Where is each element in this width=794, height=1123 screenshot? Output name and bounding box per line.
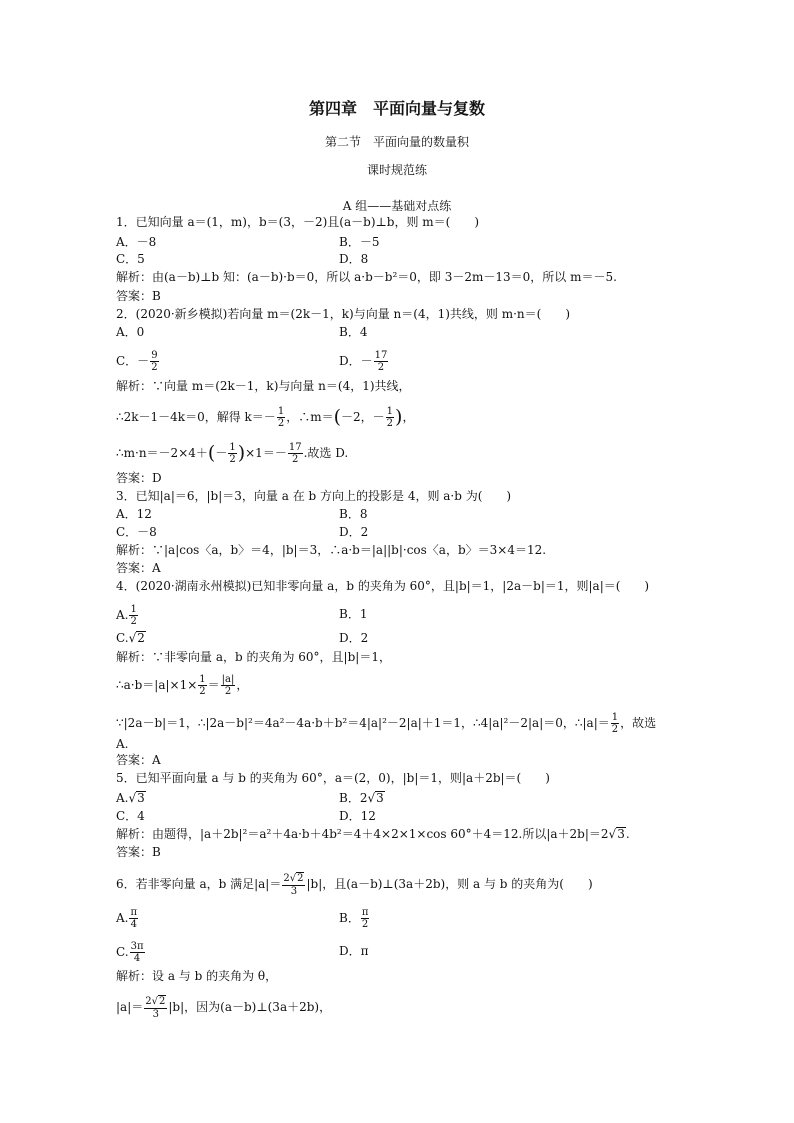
q6-option-b-denominator: 2 bbox=[361, 919, 369, 930]
q4-option-a-numerator: 1 bbox=[130, 604, 137, 615]
q2-option-d-fraction bbox=[374, 350, 389, 373]
q6-stem-numerator bbox=[282, 872, 305, 886]
q3-analysis: 解析：∵|a|cos〈a，b〉＝4，|b|＝3，∴a·b＝|a||b|·cos〈a，b〉＝3×4＝12. bbox=[116, 543, 547, 557]
q1-option-c: C．5 bbox=[116, 252, 145, 266]
q4-a2-denominator2: 2 bbox=[224, 686, 232, 697]
q2-a2-left-paren: ( bbox=[333, 406, 341, 428]
q4-option-c-prefix: C. bbox=[116, 631, 129, 645]
q2-option-d bbox=[339, 350, 389, 373]
q3-answer: 答案：A bbox=[116, 561, 161, 575]
q2-a2-end: ， bbox=[402, 410, 415, 424]
q6-option-d: D．π bbox=[339, 944, 369, 958]
q4-a2-numerator: 1 bbox=[199, 674, 206, 685]
q6-option-b-prefix: B． bbox=[339, 911, 360, 925]
q2-a3-left-paren: ( bbox=[207, 442, 216, 464]
q2-option-d-prefix: D．－ bbox=[339, 354, 373, 368]
chapter-title: 第四章 平面向量与复数 bbox=[308, 99, 485, 118]
q4-analysis-line2 bbox=[116, 674, 248, 697]
q6-stem-text: 6．若非零向量 a，b 满足|a|＝ bbox=[116, 877, 282, 891]
q4-a2-denominator: 2 bbox=[199, 686, 206, 697]
q2-a3-minus: － bbox=[215, 446, 228, 460]
q4-option-a-fraction bbox=[129, 604, 137, 627]
q6-a2-fraction bbox=[144, 995, 167, 1020]
q4-option-a-prefix: A. bbox=[116, 608, 129, 622]
q4-analysis-line4: A. bbox=[116, 737, 129, 751]
group-title: A 组——基础对点练 bbox=[342, 199, 452, 213]
sqrt-sign: √ bbox=[128, 631, 137, 645]
q2-a3-post: ×1＝－ bbox=[245, 446, 287, 460]
q1-option-a: A．－8 bbox=[116, 235, 157, 249]
q4-a2-numerator2: |a| bbox=[221, 674, 235, 685]
q6-option-b-fraction bbox=[361, 907, 370, 930]
q2-a2-fraction bbox=[277, 406, 285, 429]
q1-analysis: 解析：由(a－b)⊥b 知：(a－b)·b＝0，所以 a·b－b²＝0，即 3－2m－13＝0，所以 m＝－5. bbox=[116, 270, 617, 284]
q2-a3-result-fraction bbox=[288, 442, 303, 465]
q4-a2-end: ， bbox=[236, 678, 249, 692]
q4-answer: 答案：A bbox=[116, 753, 161, 767]
q4-option-b: B．1 bbox=[339, 607, 368, 621]
q4-option-d: D．2 bbox=[339, 631, 369, 645]
q3-option-c: C．－8 bbox=[116, 525, 157, 539]
q2-option-c-prefix: C．－ bbox=[116, 354, 150, 368]
sqrt-sign: √ bbox=[128, 791, 137, 805]
q5-stem: 5．已知平面向量 a 与 b 的夹角为 60°，a＝(2，0)，|b|＝1，则|a＋2b|＝( ) bbox=[116, 771, 550, 785]
q5-analysis bbox=[116, 827, 630, 842]
q4-option-a-denominator: 2 bbox=[130, 616, 137, 627]
q5-analysis-end: . bbox=[625, 827, 630, 841]
q2-analysis-line1: 解析：∵向量 m＝(2k－1，k)与向量 n＝(4，1)共线， bbox=[116, 379, 411, 393]
q2-option-c bbox=[116, 350, 160, 373]
q2-a3-denominator: 2 bbox=[229, 454, 236, 465]
sqrt-sign: √ bbox=[289, 873, 297, 884]
q2-a3-result-denominator: 2 bbox=[292, 454, 299, 465]
q2-option-c-denominator: 2 bbox=[151, 362, 158, 373]
q2-stem: 2．(2020·新乡模拟)若向量 m＝(2k－1，k)与向量 n＝(4，1)共线，则 m·n＝( ) bbox=[116, 307, 570, 321]
q4-analysis-line3 bbox=[116, 712, 656, 735]
q6-stem-fraction bbox=[282, 872, 305, 897]
q4-a3-end: ，故选 bbox=[620, 716, 657, 730]
q6-stem-numerator-radicand: 2 bbox=[297, 873, 304, 884]
q2-analysis-line2 bbox=[116, 406, 414, 429]
q6-option-c-numerator: 3π bbox=[130, 941, 144, 952]
q6-a2-numerator-radicand: 2 bbox=[159, 996, 166, 1007]
q4-a2-fraction2 bbox=[221, 674, 236, 697]
q6-stem-post: |b|，且(a－b)⊥(3a＋2b)，则 a 与 b 的夹角为( ) bbox=[306, 877, 593, 891]
q2-a3-numerator: 1 bbox=[229, 442, 236, 453]
q6-analysis-line1: 解析：设 a 与 b 的夹角为 θ， bbox=[116, 969, 278, 983]
q4-option-c bbox=[116, 631, 146, 646]
q3-option-d: D．2 bbox=[339, 525, 369, 539]
section-title: 第二节 平面向量的数量积 bbox=[324, 135, 469, 149]
q2-a2-denominator: 2 bbox=[277, 418, 285, 429]
q5-option-a bbox=[116, 791, 146, 806]
q6-option-a bbox=[116, 907, 139, 930]
q6-option-b-numerator: π bbox=[361, 907, 369, 918]
q3-option-a: A．12 bbox=[116, 507, 152, 521]
q6-a2-post: |b|，因为(a－b)⊥(3a＋2b)， bbox=[168, 1000, 332, 1014]
q6-option-b bbox=[339, 907, 370, 930]
q6-option-a-numerator: π bbox=[130, 907, 138, 918]
q2-option-d-numerator: 17 bbox=[374, 350, 388, 361]
q2-a2-vector-fraction bbox=[386, 406, 394, 429]
q5-analysis-radicand: 3 bbox=[617, 827, 625, 841]
q2-a3-result-numerator: 17 bbox=[288, 442, 302, 453]
q6-analysis-line2 bbox=[116, 995, 331, 1020]
q5-option-a-radicand: 3 bbox=[137, 791, 145, 805]
q4-analysis-line1: 解析：∵非零向量 a，b 的夹角为 60°，且|b|＝1， bbox=[116, 650, 391, 664]
q4-option-a bbox=[116, 604, 139, 627]
practice-title: 课时规范练 bbox=[366, 163, 427, 177]
q2-option-c-fraction bbox=[150, 350, 158, 373]
q2-answer: 答案：D bbox=[116, 471, 162, 485]
q2-a2-text: ∴2k－1－4k＝0，解得 k＝－ bbox=[116, 410, 276, 424]
q2-a2-vector-denominator: 2 bbox=[386, 418, 394, 429]
q4-option-c-radicand: 2 bbox=[137, 631, 145, 645]
q6-a2-denominator: 3 bbox=[152, 1009, 159, 1020]
q1-stem: 1．已知向量 a＝(1，m)，b＝(3，－2)且(a－b)⊥b，则 m＝( ) bbox=[116, 215, 480, 229]
q1-option-d: D．8 bbox=[339, 252, 369, 266]
q6-a2-text: |a|＝ bbox=[116, 1000, 144, 1014]
q4-stem: 4．(2020·湖南永州模拟)已知非零向量 a，b 的夹角为 60°，且|b|＝1，|2a－b|＝1，则|a|＝( ) bbox=[116, 579, 650, 593]
q2-a2-numerator: 1 bbox=[277, 406, 285, 417]
q6-option-c-prefix: C. bbox=[116, 945, 129, 959]
q2-a3-end: .故选 D. bbox=[303, 446, 349, 460]
q2-a2-vector-numerator: 1 bbox=[386, 406, 394, 417]
q4-a2-fraction bbox=[198, 674, 206, 697]
q6-option-c-fraction bbox=[130, 941, 145, 964]
q5-option-b-radicand: 3 bbox=[376, 791, 384, 805]
q5-option-b-prefix: B．2 bbox=[339, 791, 368, 805]
q2-option-a: A．0 bbox=[116, 325, 145, 339]
q5-option-b bbox=[339, 791, 385, 806]
q2-analysis-line3 bbox=[116, 442, 348, 465]
q6-option-c-denominator: 4 bbox=[133, 953, 141, 964]
q6-option-a-fraction bbox=[129, 907, 138, 930]
q2-option-d-denominator: 2 bbox=[377, 362, 385, 373]
q5-option-d: D．12 bbox=[339, 809, 376, 823]
q2-option-b: B．4 bbox=[339, 325, 368, 339]
q2-a2-mid: ，∴m＝ bbox=[286, 410, 334, 424]
q6-option-a-denominator: 4 bbox=[130, 919, 137, 930]
sqrt-sign: √ bbox=[608, 827, 617, 841]
q5-option-a-prefix: A. bbox=[116, 791, 129, 805]
q2-a3-text: ∴m·n＝－2×4＋ bbox=[116, 446, 208, 460]
q6-stem bbox=[116, 872, 593, 897]
q4-a3-fraction bbox=[611, 712, 619, 735]
q1-answer: 答案：B bbox=[116, 289, 161, 303]
q3-stem: 3．已知|a|＝6，|b|＝3，向量 a 在 b 方向上的投影是 4，则 a·b 为( ) bbox=[116, 489, 512, 503]
q4-a3-denominator: 2 bbox=[611, 724, 619, 735]
q5-analysis-text: 解析：由题得，|a＋2b|²＝a²＋4a·b＋4b²＝4＋4×2×1×cos 60°＋4＝12.所以|a＋2b|＝2 bbox=[116, 827, 609, 841]
q6-option-a-prefix: A. bbox=[116, 911, 129, 925]
q5-answer: 答案：B bbox=[116, 845, 161, 859]
q2-a2-right-paren: ) bbox=[395, 406, 403, 428]
q5-option-c: C．4 bbox=[116, 809, 145, 823]
q4-a2-text: ∴a·b＝|a|×1× bbox=[116, 678, 198, 692]
q4-a3-numerator: 1 bbox=[611, 712, 619, 723]
q2-option-c-numerator: 9 bbox=[151, 350, 158, 361]
q6-a2-numerator bbox=[144, 995, 167, 1009]
q6-a2-numerator-coef: 2 bbox=[145, 996, 152, 1007]
sqrt-sign: √ bbox=[151, 996, 158, 1007]
sqrt-sign: √ bbox=[367, 791, 376, 805]
q6-option-c bbox=[116, 941, 146, 964]
q2-a3-fraction bbox=[228, 442, 236, 465]
q2-a3-right-paren: ) bbox=[237, 442, 246, 464]
q4-a3-text: ∵|2a－b|＝1，∴|2a－b|²＝4a²－4a·b＋b²＝4|a|²－2|a|＋1＝1，∴4|a|²－2|a|＝0，∴|a|＝ bbox=[116, 716, 610, 730]
q4-a2-equals: ＝ bbox=[207, 678, 220, 692]
q1-option-b: B．－5 bbox=[339, 235, 380, 249]
q6-stem-denominator: 3 bbox=[290, 886, 298, 897]
q3-option-b: B．8 bbox=[339, 507, 368, 521]
q6-stem-numerator-coef: 2 bbox=[283, 873, 290, 884]
q2-a2-vector: －2，－ bbox=[341, 410, 385, 424]
